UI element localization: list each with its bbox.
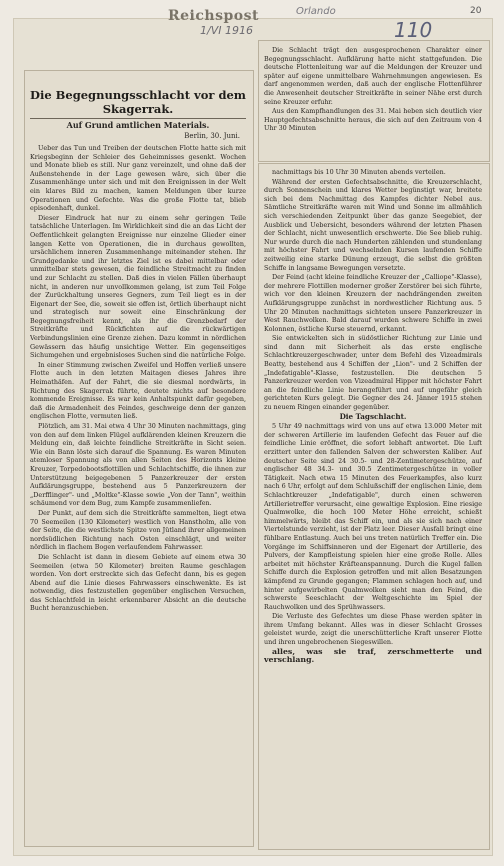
paragraph: Ueber das Tun und Treiben der deutschen Flotte hatte sich mit Kriegsbeginn der Schleier des Geheimnisses gesenkt. Wochen und Monate blieb es still. Nur ganz vereinzelt, und ohne daß der Außenstehende in der Lage gewesen wäre, sich über die Zusammenhänge unter sich und mit den Ereignissen in der Welt ein klares Bild zu machen, kamen Meldungen über kurze Operationen und Gefechte. Was die große Flotte tat, blieb episodenhaft, dunkel. <box>30 144 246 213</box>
handwritten-number: 110 <box>394 18 433 42</box>
paragraph: Der Feind (acht kleine feindliche Kreuzer der „Calliope"-Klasse), der mehrere Flottillen moderner großer Zerstörer bei sich führte, wich vor den kleinen Kreuzern der nachdrängenden zweiten Aufklärungsgruppe zunächst in nordwestlicher Richtung aus. 5 Uhr 20 Minuten nachmittags sichteten unsere Panzerkreuzer in West Rauchwolken. Bald darauf wurden schwere Schiffe in zwei Kolonnen, östliche Kurse steuernd, erkannt. <box>264 273 482 333</box>
paragraph: Die Verluste des Gefechtes um diese Phase werden später in ihrem Umfang bekannt. Alles was in dieser Schlacht Grosses geleistet wurde, zeigt die unerschütterliche Kraft unserer Flotte und ihren ungebrochenen Siegeswillen. <box>264 612 482 647</box>
paragraph: In einer Stimmung zwischen Zweifel und Hoffen verließ unsere Flotte auch in den letzten Maitagen dieses Jahres ihre Heimathäfen. Auf der Fahrt, die sie diesmal nordwärts, in Richtung des Skagerrak führte, deutete nichts auf besondere kommende Ereignisse. Es war kein Anhaltspunkt dafür gegeben, daß die Armadenheit des Feindes, geschweige denn der ganzen englischen Flotte, vermuten ließ. <box>30 360 246 421</box>
article-headline: Die Begegnungsschlacht vor dem Skagerrak. <box>30 88 246 116</box>
paragraph: Die Schlacht ist dann in diesem Gebiete auf einem etwa 30 Seemeilen (etwa 50 Kilometer) breiten Raume geschlagen worden. Von dort erstreckte sich das Gefecht dann, bis es gegen Abend auf die Linie dieses Fahrwassers einschwenkte. Es ist notwendig, dies festzustellen gegenüber englischen Versuchen, das Schlachtfeld in leicht erkennbarer Absicht an die deutsche Bucht heranzuschieben. <box>30 552 246 613</box>
article-subhead: Auf Grund amtlichen Materials. <box>66 120 210 130</box>
paragraph: Aus den Kampfhandlungen des 31. Mai heben sich deutlich vier Hauptgefechtsabschnitte heraus, die sich auf den Zeitraum von 4 Uhr 30 Minuten <box>264 107 482 133</box>
top-right-column-text <box>264 46 482 156</box>
paragraph: Sie entwickelten sich in südöstlicher Richtung zur Linie und sind dann mit Sicherheit als das erste englische Schlachtkreuzergeschwader, unter dem Befehl des Vizeadmirals Beatty, bestehend aus 4 Schiffen der „Lion"- und 2 Schiffen der „Indefatigable"-Klasse, festzustellen. Die deutschen 5 Panzerkreuzer werden von Vizeadmiral Hipper mit höchster Fahrt an die feindliche Linie herangeführt und auf ungefähr gleich gerichteten Kurs gelegt. Die Gegner des 24. Jänner 1915 stehen zu neuem Ringen einander gegenüber. <box>264 334 482 412</box>
right-column-text <box>264 168 482 844</box>
paragraph: Der Punkt, auf dem sich die Streitkräfte sammelten, liegt etwa 70 Seemeilen (130 Kilometer) westlich von Hanstholm, alle von der Seite, die die westlichste Spitze von Jütland ihrer allgemeinen nordsüdlichen Richtung nach Osten einschlägt, und weiter nördlich in flachem Bogen verlaufendem Fahrwasser. <box>30 508 246 552</box>
article-dateline: Berlin, 30. Juni. <box>184 132 240 140</box>
closing-line: alles, was sie traf, zerschmetterte und verschlang. <box>264 646 482 665</box>
section-heading: Die Tagschlacht. <box>339 411 407 421</box>
paragraph: nachmittags bis 10 Uhr 30 Minuten abends verteilen. <box>272 168 446 176</box>
paragraph: Plötzlich, am 31. Mai etwa 4 Uhr 30 Minuten nachmittags, ging von den auf dem linken Flügel aufklärenden kleinen Kreuzern die Meldung ein, daß leichte feindliche Streitkräfte in Sicht seien. Wie ein Bann löste sich darauf die Spannung. Es waren Minuten atemloser Spannung als von allen Seiten des Horizonts kleine Kreuzer, Torpedobootsflottillen und Schlachtschiffe, die ihnen zur Unterstützung beigegebenen 5 Panzerkreuzer der ersten Aufklärungsgruppe, bestehend aus 5 Panzerkreuzern der „Derfflinger"- und „Moltke"-Klasse sowie „Von der Tann", weithin schäumend vor dem Bug, zum Kampfe zusammenliefen. <box>30 422 246 508</box>
paragraph: Dieser Eindruck hat nur zu einem sehr geringen Teile tatsächliche Unterlagen. Im Wirklichkeit sind die an das Licht der Oeffentlichkeit gelangten Ereignisse nur einzelne Glieder einer langen Kette von Operationen, die in durchaus gewollten, ursächlichem inneren Zusammenhange miteinander stehen. Ihr Grundgedanke und ihr letztes Ziel ist es dabei mittelbar oder unmittelbar stets gewesen, die feindliche Streitmacht zu finden und zur Schlacht zu stellen. Daß dies in vielen Fällen überhaupt nicht, in anderen nur unvollkommen gelang, ist zum Teil Folge der Zurückhaltung unseres Gegners, zum Teil liegt es in der Eigenart der See, die, soweit sie offen ist, örtlich überhaupt nicht und strategisch nur soweit eine Einschränkung der Begegnungsfreiheit kennt, als ihr die Grenzbedarf der Streitkräfte und Rückfichten auf die rückwärtigen Verbindungslinien eine Grenze ziehen. Dazu kommt in nördlichen Gewässern das häufig unsichtige Wetter. Ein gegenseitiges Sichumgehen und ergebnisloses Suchen sind die natürliche Folge. <box>30 213 246 360</box>
paragraph: Während der ersten Gefechtsabschnitte, die Kreuzerschlacht, durch Sonnenschein und klares Wetter begünstigt war, breitete sich bei dem Nachmittag des Kampfes dichter Nebel aus. Sämtliche Streitkräfte waren mit Wind und Sonne im allmählich sich verschiedenden Zeitpunkt über das ganze Seegebiet, der Ausblick und Uebersicht, besonders während der letzten Phasen der Schlacht, nicht unwesentlich erschwerte. Die See blieb ruhig. Nur wurde durch die nach Hunderten zählenden und stundenlang mit höchster Fahrt und wechselnden Kursen laufenden Schiffe zeitweilig eine starke Dünung erzeugt, die selbst die größten Schiffe in langsame Bewegungen versetzte. <box>264 177 482 272</box>
page-number: 20 <box>470 6 482 16</box>
paragraph: Die Schlacht trägt den ausgesprochenen Charakter einer Begegnungsschlacht. Aufklärung hatte nicht stattgefunden. Die deutsche Flottenleitung war auf die Meldungen der Kreuzer und später auf eigene unmittelbare Wahrnehmungen angewiesen. Es darf angenommen werden, daß auch der englische Flottenführer die Anwesenheit deutscher Streitkräfte in seiner Nähe erst durch seine Kreuzer erfuhr. <box>264 46 482 106</box>
handwritten-name: Orlando <box>296 6 336 17</box>
masthead: Reichspost <box>168 8 259 24</box>
headline-rule <box>30 118 246 119</box>
paragraph: 5 Uhr 49 nachmittags wird von uns auf etwa 13.000 Meter mit der schweren Artillerie im laufenden Gefecht das Feuer auf die feindliche Linie eröffnet, die sofort lebhaft antwortet. Die Luft erzittert unter den fallenden Salven der schwersten Kaliber. Auf deutscher Seite sind 24 30.5- und 28-Zentimetergeschütze, auf englischer 48 34.3- und 30.5 Zentimetergeschütze in voller Tätigkeit. Nach etwa 15 Minuten des Feuerkampfes, also kurz nach 6 Uhr, erfolgt auf dem Schlußschiff der englischen Linie, dem Schlachtkreuzer „Indefatigable", durch einen schweren Artillerietreffer verursacht, eine gewaltige Explosion. Eine riesige Qualmwolke, die hoch 100 Meter Höhe erreicht, schießt himmelwärts, bleibt das Schiff ein, und als sie sich nach einer Viertelstunde verzieht, ist der Platz leer. Dieser Ausfall bringt eine fühlbare Entlastung. Auch bei uns treten natürlich Treffer ein. Die Vorgänge im Schiffsinneren und der Eigenart der Artillerie, des Pulvers, der Kampfleistung spielen hier eine große Rolle. Alles arbeitet mit höchster Kräfteanspannung. Durch die Kugel fallen Schiffe durch die Explosion getroffen und mit allen Besatzungen kämpfend zu Grunde gegangen; Flammen schlagen hoch auf, und hinter aufgewirbelten Qualmwolken sieht man den Feind, die schwerste Seeschlacht der Weltgeschichte im Spiel der Rauchwolken und des Sprühwassers. <box>264 422 482 611</box>
left-column-text <box>30 144 246 840</box>
handwritten-date: 1/VI 1916 <box>200 24 253 37</box>
